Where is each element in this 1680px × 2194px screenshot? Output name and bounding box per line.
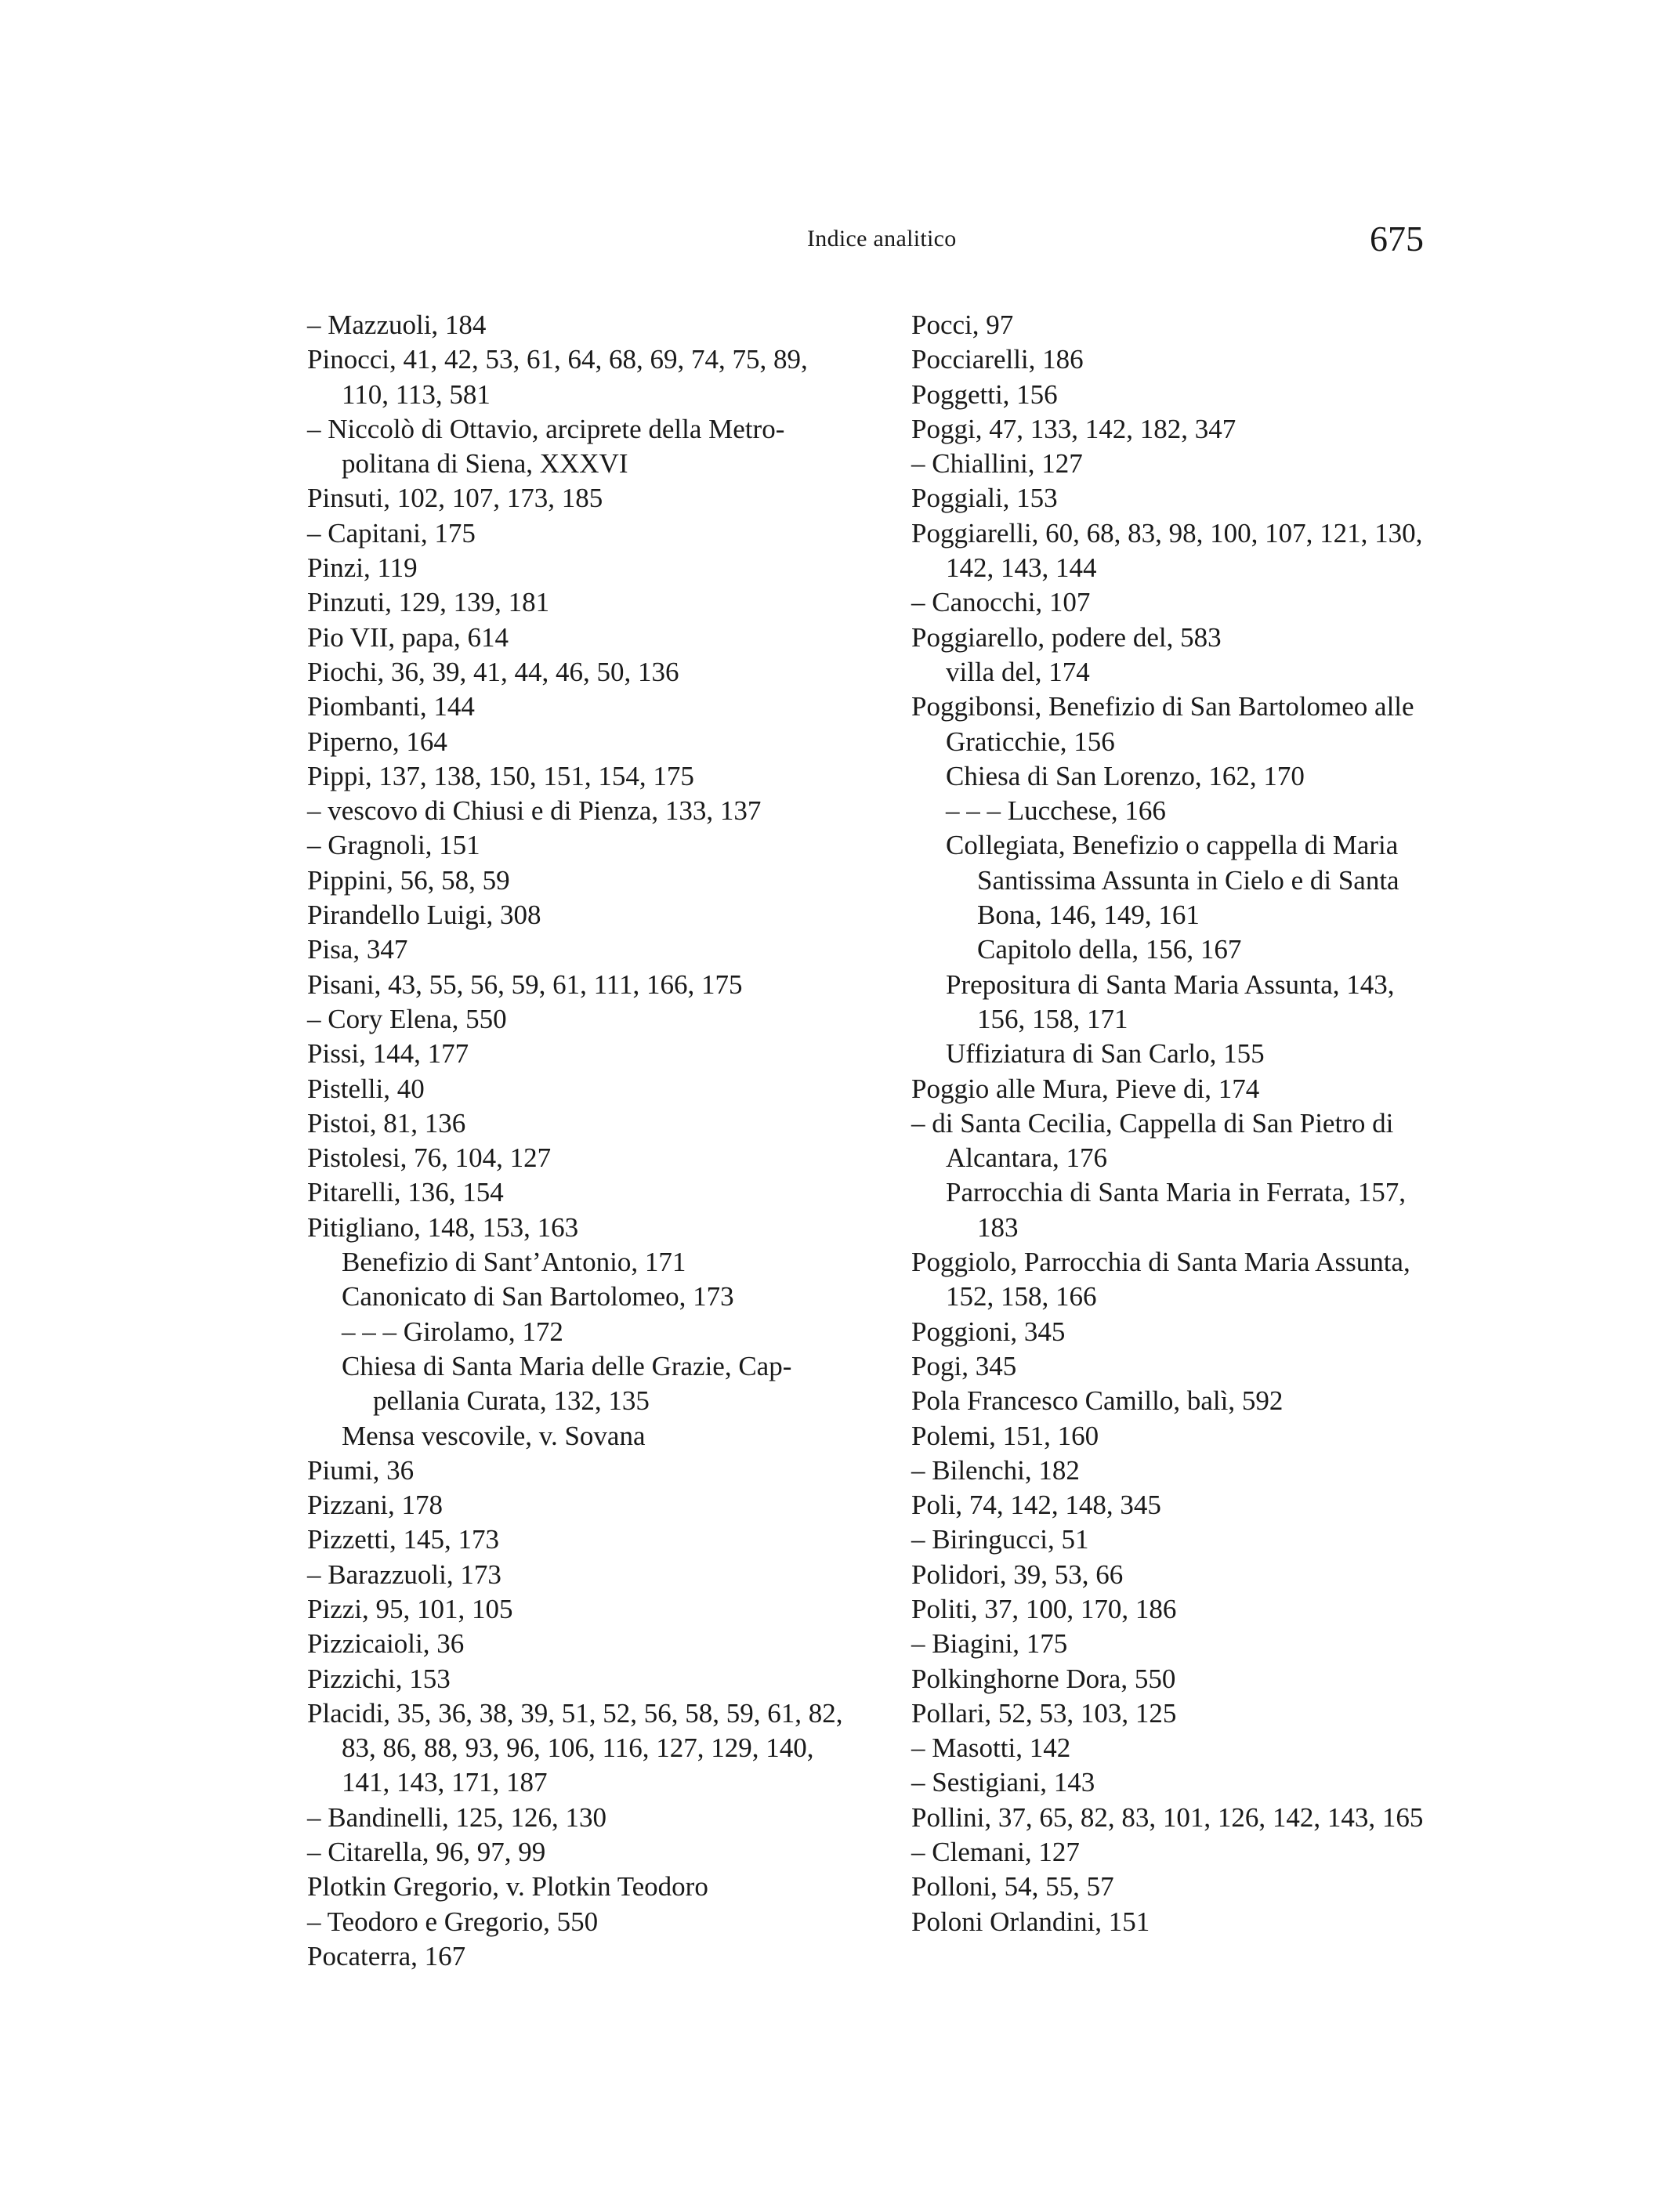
index-entry: Poggibonsi, Benefizio di San Bartolomeo alle: [911, 691, 1414, 722]
index-entry: – Barazzuoli, 173: [307, 1559, 501, 1590]
running-title: Indice analitico: [807, 226, 957, 252]
index-entry: Poggiarelli, 60, 68, 83, 98, 100, 107, 121, 130,: [911, 517, 1423, 548]
index-entry: – Gragnoli, 151: [307, 830, 480, 861]
index-entry: Pogi, 345: [911, 1350, 1017, 1381]
index-entry: Piochi, 36, 39, 41, 44, 46, 50, 136: [307, 656, 679, 687]
index-entry: Poggio alle Mura, Pieve di, 174: [911, 1073, 1260, 1104]
index-column-right: [911, 308, 1507, 1939]
index-entry: Pinzi, 119: [307, 552, 418, 584]
index-entry: Poggiolo, Parrocchia di Santa Maria Assunta,: [911, 1247, 1410, 1278]
index-entry: Polkinghorne Dora, 550: [911, 1663, 1176, 1694]
index-entry: 156, 158, 171: [977, 1003, 1128, 1034]
index-entry: – Citarella, 96, 97, 99: [307, 1837, 546, 1868]
index-entry: Chiesa di San Lorenzo, 162, 170: [946, 760, 1305, 791]
index-entry: Piombanti, 144: [307, 691, 475, 722]
index-entry: 110, 113, 581: [342, 378, 491, 410]
index-entry: – Biringucci, 51: [911, 1524, 1089, 1555]
page-number: 675: [1370, 219, 1424, 259]
index-entry: – Clemani, 127: [911, 1837, 1080, 1868]
index-entry: Pizzichi, 153: [307, 1663, 451, 1694]
index-entry: Pizzani, 178: [307, 1490, 444, 1521]
index-entry: 142, 143, 144: [946, 552, 1097, 584]
index-entry: – Chiallini, 127: [911, 448, 1083, 480]
index-entry: Polidori, 39, 53, 66: [911, 1559, 1124, 1590]
index-entry: 152, 158, 166: [946, 1281, 1097, 1312]
index-entry: Pizzi, 95, 101, 105: [307, 1593, 513, 1624]
index-entry: Pollari, 52, 53, 103, 125: [911, 1697, 1177, 1729]
index-entry: politana di Siena, XXXVI: [342, 448, 628, 480]
index-entry: – Bilenchi, 182: [911, 1454, 1080, 1486]
index-entry: villa del, 174: [946, 656, 1090, 687]
index-entry: Santissima Assunta in Cielo e di Santa: [977, 864, 1399, 896]
index-entry: Pippini, 56, 58, 59: [307, 864, 510, 896]
index-entry: Graticchie, 156: [946, 726, 1115, 757]
index-entry: Pistoi, 81, 136: [307, 1107, 466, 1139]
index-entry: Pizzicaioli, 36: [307, 1628, 465, 1660]
index-entry: Parrocchia di Santa Maria in Ferrata, 157,: [946, 1177, 1407, 1208]
index-entry: – Bandinelli, 125, 126, 130: [307, 1801, 607, 1833]
index-entry: Poggetti, 156: [911, 378, 1058, 410]
index-entry: Capitolo della, 156, 167: [977, 934, 1242, 965]
index-entry: – vescovo di Chiusi e di Pienza, 133, 137: [307, 795, 762, 827]
index-entry: – Mazzuoli, 184: [307, 310, 487, 340]
index-entry: Mensa vescovile, v. Sovana: [342, 1420, 646, 1451]
index-entry: Bona, 146, 149, 161: [977, 900, 1200, 931]
index-entry: Chiesa di Santa Maria delle Grazie, Cap-: [342, 1350, 792, 1381]
index-entry: Poggiarello, podere del, 583: [911, 621, 1222, 653]
index-entry: – Masotti, 142: [911, 1732, 1071, 1764]
index-entry: Pocci, 97: [911, 310, 1014, 340]
index-entry: Polloni, 54, 55, 57: [911, 1871, 1114, 1903]
index-entry: Pippi, 137, 138, 150, 151, 154, 175: [307, 760, 694, 791]
index-column-left: [307, 308, 887, 1974]
index-entry: Poggiali, 153: [911, 483, 1058, 514]
index-entry: – di Santa Cecilia, Cappella di San Pietro di: [911, 1107, 1394, 1139]
index-entry: Benefizio di Sant’Antonio, 171: [342, 1247, 686, 1278]
index-entry: Pocciarelli, 186: [911, 344, 1084, 375]
index-entry: – Sestigiani, 143: [911, 1767, 1095, 1798]
index-entry: Pitigliano, 148, 153, 163: [307, 1211, 579, 1243]
index-entry: Pola Francesco Camillo, balì, 592: [911, 1385, 1284, 1417]
index-entry: Pinocci, 41, 42, 53, 61, 64, 68, 69, 74, 75, 89,: [307, 344, 808, 375]
index-entry: Poloni Orlandini, 151: [911, 1906, 1150, 1937]
index-entry: Alcantara, 176: [946, 1142, 1108, 1174]
index-entry: Piumi, 36: [307, 1454, 415, 1486]
index-entry: Placidi, 35, 36, 38, 39, 51, 52, 56, 58, 59, 61, 82,: [307, 1697, 843, 1729]
index-entry: Poggioni, 345: [911, 1316, 1066, 1347]
index-entry: Politi, 37, 100, 170, 186: [911, 1593, 1177, 1624]
index-entry: Collegiata, Benefizio o cappella di Maria: [946, 830, 1399, 861]
index-entry: Polemi, 151, 160: [911, 1420, 1099, 1451]
index-entry: Pistolesi, 76, 104, 127: [307, 1142, 552, 1174]
index-entry: Pistelli, 40: [307, 1073, 425, 1104]
index-entry: 183: [977, 1211, 1019, 1243]
index-entry: Piperno, 164: [307, 726, 447, 757]
index-entry: – Biagini, 175: [911, 1628, 1068, 1660]
index-entry: Poli, 74, 142, 148, 345: [911, 1490, 1161, 1521]
index-entry: Pirandello Luigi, 308: [307, 900, 541, 931]
index-entry: Poggi, 47, 133, 142, 182, 347: [911, 413, 1236, 444]
index-entry: Plotkin Gregorio, v. Plotkin Teodoro: [307, 1871, 708, 1903]
index-entry: Pinzuti, 129, 139, 181: [307, 587, 550, 618]
index-entry: Pio VII, papa, 614: [307, 621, 509, 653]
index-entry: – Teodoro e Gregorio, 550: [307, 1906, 599, 1937]
index-entry: – Niccolò di Ottavio, arciprete della Metro-: [307, 413, 785, 444]
index-entry: – – – Lucchese, 166: [946, 795, 1166, 827]
index-entry: Prepositura di Santa Maria Assunta, 143,: [946, 968, 1395, 1000]
index-entry: 83, 86, 88, 93, 96, 106, 116, 127, 129, 140,: [342, 1732, 814, 1764]
index-entry: Canonicato di San Bartolomeo, 173: [342, 1281, 734, 1312]
index-entry: – Cory Elena, 550: [307, 1003, 507, 1034]
index-entry: – Capitani, 175: [307, 517, 476, 548]
index-entry: – Canocchi, 107: [911, 587, 1091, 618]
index-entry: Uffiziatura di San Carlo, 155: [946, 1038, 1265, 1070]
index-entry: Pinsuti, 102, 107, 173, 185: [307, 483, 603, 514]
index-entry: Pisani, 43, 55, 56, 59, 61, 111, 166, 175: [307, 968, 743, 1000]
index-entry: Pisa, 347: [307, 934, 408, 965]
index-entry: Pocaterra, 167: [307, 1940, 466, 1971]
index-entry: Pissi, 144, 177: [307, 1038, 469, 1070]
index-entry: pellania Curata, 132, 135: [373, 1385, 650, 1417]
index-entry: Pollini, 37, 65, 82, 83, 101, 126, 142, 143, 165: [911, 1801, 1424, 1833]
index-entry: 141, 143, 171, 187: [342, 1767, 548, 1798]
index-entry: – – – Girolamo, 172: [342, 1316, 563, 1347]
index-entry: Pizzetti, 145, 173: [307, 1524, 499, 1555]
index-entry: Pitarelli, 136, 154: [307, 1177, 504, 1208]
